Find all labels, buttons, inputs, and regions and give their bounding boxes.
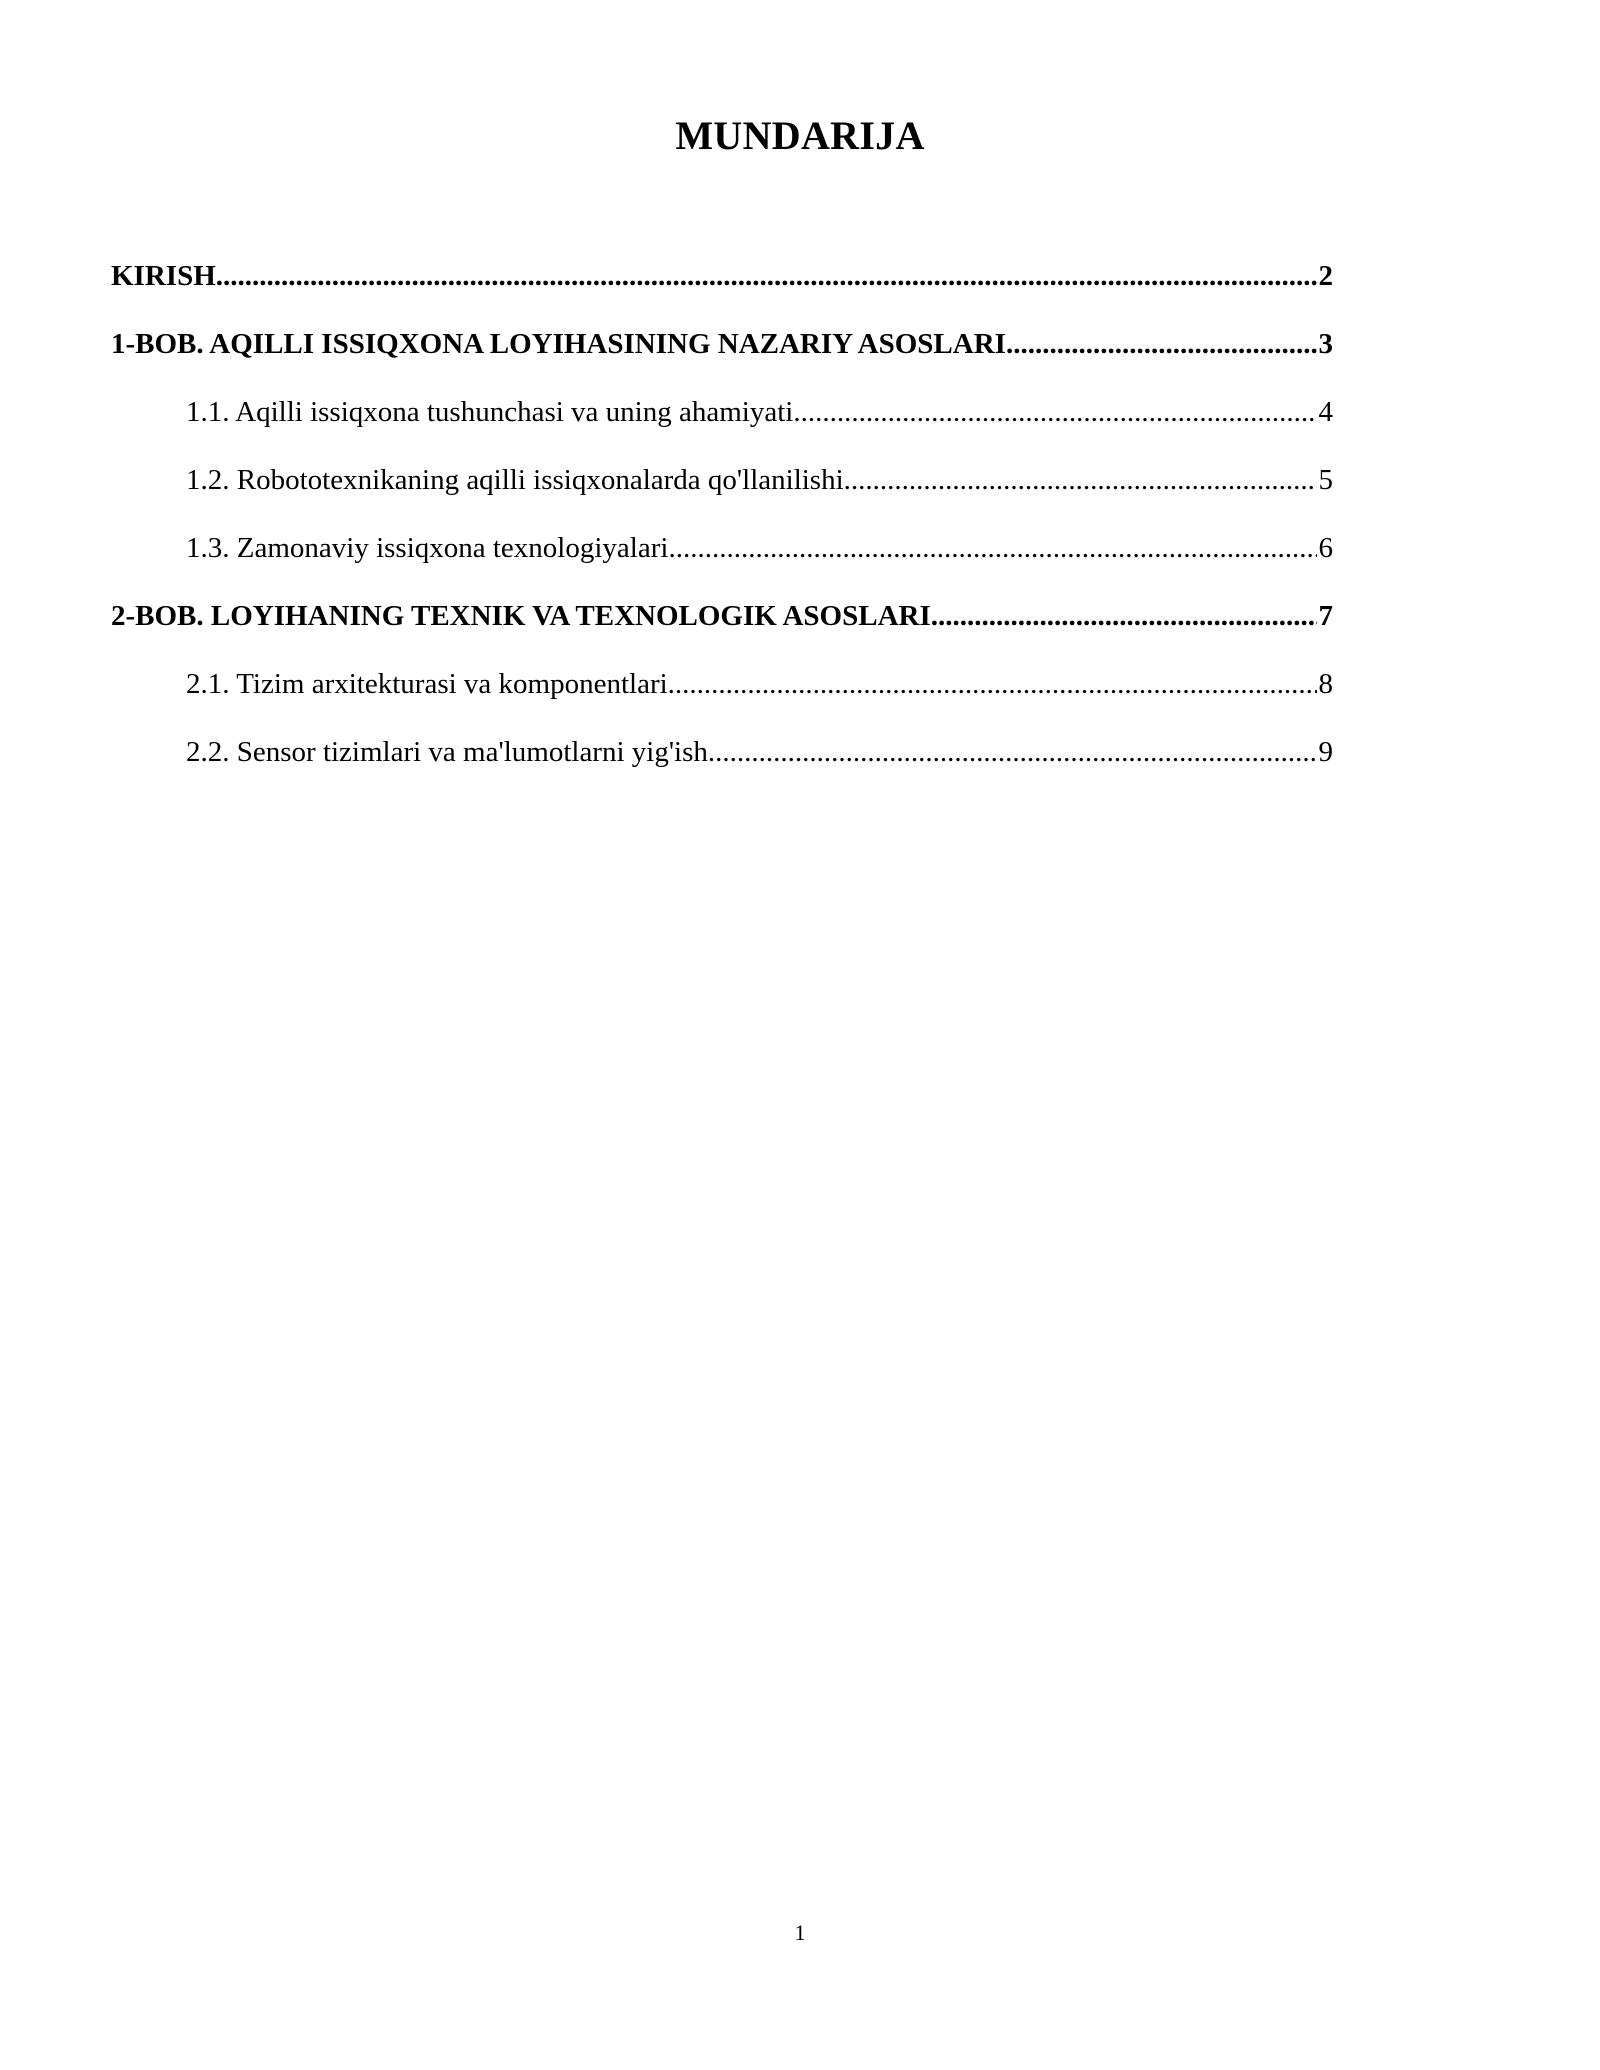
toc-dot-leader <box>931 592 1317 640</box>
toc-entry-section-1-1[interactable] <box>111 388 1333 456</box>
toc-entry-introduction[interactable] <box>111 252 1333 320</box>
toc-entry-label: 1-BOB. AQILLI ISSIQXONA LOYIHASINING NAZARIY ASOSLARI <box>111 328 1006 360</box>
toc-entry-page: 8 <box>1318 668 1333 700</box>
toc-entry-chapter-1[interactable] <box>111 320 1333 388</box>
toc-entry-page: 7 <box>1318 600 1333 632</box>
table-of-contents <box>111 252 1333 796</box>
toc-entry-label: KIRISH <box>111 260 216 292</box>
page-title: MUNDARIJA <box>675 113 925 158</box>
page-number: 1 <box>794 1920 806 1945</box>
toc-entry-label: 1.3. Zamonaviy issiqxona texnologiyalari <box>186 532 669 564</box>
toc-entry-section-2-2[interactable] <box>111 728 1333 796</box>
toc-dot-leader <box>1006 320 1317 368</box>
toc-entry-page: 3 <box>1318 328 1333 360</box>
toc-dot-leader <box>668 524 1316 572</box>
toc-entry-page: 2 <box>1318 260 1333 292</box>
toc-entry-section-1-2[interactable] <box>111 456 1333 524</box>
toc-entry-section-2-1[interactable] <box>111 660 1333 728</box>
toc-dot-leader <box>844 456 1317 504</box>
toc-dot-leader <box>793 388 1316 436</box>
toc-entry-label: 1.2. Robototexnikaning aqilli issiqxonalarda qo'llanilishi <box>186 464 844 496</box>
toc-entry-label: 2.1. Tizim arxitekturasi va komponentlari <box>186 668 668 700</box>
toc-dot-leader <box>216 252 1317 300</box>
toc-entry-label: 2.2. Sensor tizimlari va ma'lumotlarni yig'ish <box>186 736 708 768</box>
toc-dot-leader <box>668 660 1317 708</box>
toc-entry-label: 2-BOB. LOYIHANING TEXNIK VA TEXNOLOGIK ASOSLARI <box>111 600 931 632</box>
toc-dot-leader <box>708 728 1317 776</box>
toc-entry-label: 1.1. Aqilli issiqxona tushunchasi va uning ahamiyati <box>186 396 794 428</box>
toc-entry-page: 5 <box>1318 464 1333 496</box>
toc-entry-section-1-3[interactable] <box>111 524 1333 592</box>
toc-entry-chapter-2[interactable] <box>111 592 1333 660</box>
toc-entry-page: 9 <box>1318 736 1333 768</box>
toc-entry-page: 6 <box>1318 532 1333 564</box>
toc-entry-page: 4 <box>1318 396 1333 428</box>
